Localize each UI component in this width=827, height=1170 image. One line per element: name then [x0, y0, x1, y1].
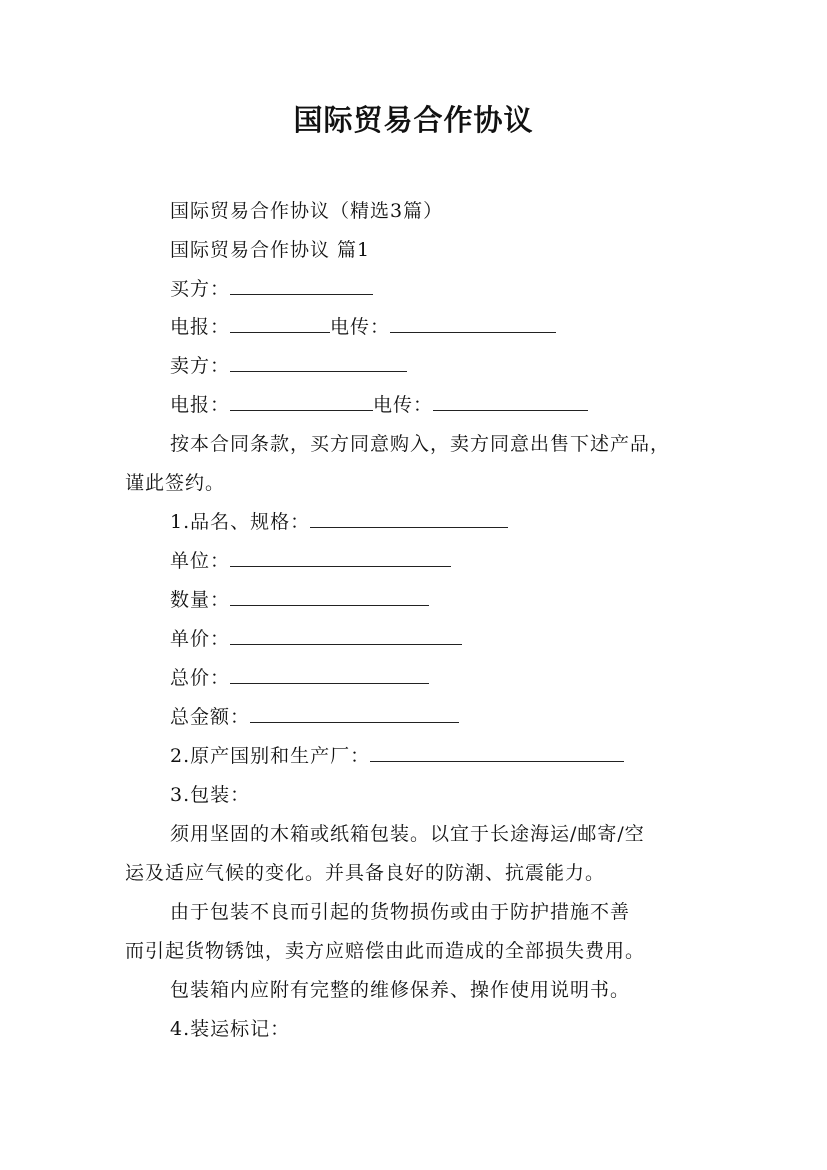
seller-row: [170, 353, 407, 379]
seller-blank[interactable]: [230, 353, 407, 372]
quantity-label: 数量：: [170, 589, 231, 611]
total-price-blank[interactable]: [230, 665, 429, 684]
seller-fax-label: 电传：: [373, 394, 434, 416]
buyer-fax-label: 电传：: [330, 316, 391, 338]
item2-label: 2.原产国别和生产厂：: [170, 745, 371, 767]
item2-blank[interactable]: [370, 743, 624, 762]
seller-tel-blank[interactable]: [230, 392, 373, 411]
item3-label: 3.包装：: [170, 784, 251, 806]
packing-p1-line1: 须用坚固的木箱或纸箱包装。以宜于长途海运/邮寄/空: [170, 823, 645, 845]
packing-p1-line2: 运及适应气候的变化。并具备良好的防潮、抗震能力。: [125, 862, 606, 884]
seller-fax-blank[interactable]: [433, 392, 588, 411]
total-amount-label: 总金额：: [170, 706, 251, 728]
quantity-row: [170, 587, 429, 613]
buyer-row: [170, 276, 373, 302]
seller-tel-label: 电报：: [170, 394, 231, 416]
document-subtitle: 国际贸易合作协议（精选3篇）: [170, 200, 444, 222]
item1-label: 1.品名、规格：: [170, 511, 311, 533]
buyer-fax-blank[interactable]: [390, 314, 556, 333]
buyer-contact-row: [170, 314, 556, 340]
seller-contact-row: [170, 392, 588, 418]
item4-label: 4.装运标记：: [170, 1018, 291, 1040]
packing-p2-line2: 而引起货物锈蚀，卖方应赔偿由此而造成的全部损失费用。: [125, 940, 646, 962]
item2-row: [170, 743, 624, 769]
total-amount-blank[interactable]: [250, 704, 459, 723]
item1-row: [170, 509, 508, 535]
seller-label: 卖方：: [170, 355, 231, 377]
part-heading: 国际贸易合作协议 篇1: [170, 239, 371, 261]
packing-p3: 包装箱内应附有完整的维修保养、操作使用说明书。: [170, 979, 631, 1001]
buyer-tel-blank[interactable]: [230, 314, 330, 333]
unit-row: [170, 548, 451, 574]
unit-price-row: [170, 626, 462, 652]
unit-label: 单位：: [170, 550, 231, 572]
intro-line-1: 按本合同条款，买方同意购入，卖方同意出售下述产品，: [170, 433, 671, 455]
buyer-tel-label: 电报：: [170, 316, 231, 338]
total-price-label: 总价：: [170, 667, 231, 689]
intro-line-2: 谨此签约。: [125, 472, 226, 494]
quantity-blank[interactable]: [230, 587, 429, 606]
item1-blank[interactable]: [310, 509, 508, 528]
document-title: 国际贸易合作协议: [293, 103, 534, 137]
unit-price-label: 单价：: [170, 628, 231, 650]
total-price-row: [170, 665, 429, 691]
total-amount-row: [170, 704, 459, 730]
unit-blank[interactable]: [230, 548, 451, 567]
packing-p2-line1: 由于包装不良而引起的货物损伤或由于防护措施不善: [170, 901, 631, 923]
buyer-label: 买方：: [170, 278, 231, 300]
buyer-blank[interactable]: [230, 276, 373, 295]
unit-price-blank[interactable]: [230, 626, 462, 645]
